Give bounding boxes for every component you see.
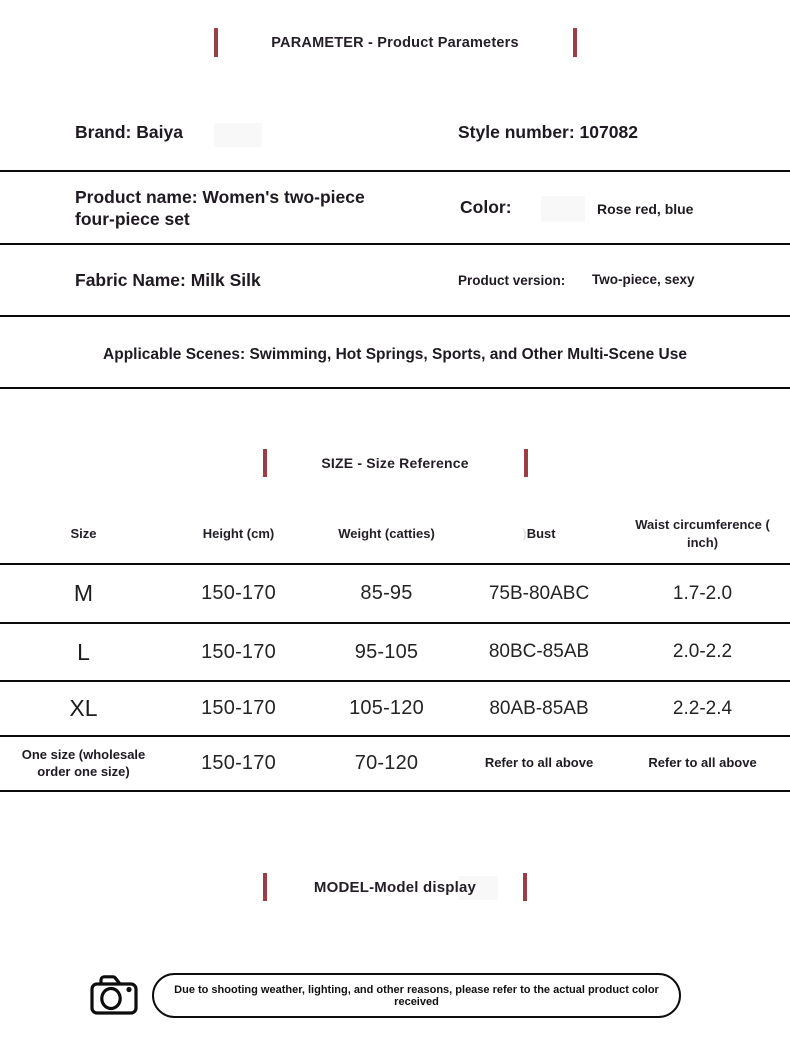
table-row (0, 624, 790, 682)
table-row (0, 565, 790, 624)
col-header-weight: Weight (catties) (338, 526, 435, 542)
divider (0, 315, 790, 317)
product-version-label: Product version: (458, 273, 566, 288)
col-header-height: Height (cm) (202, 526, 275, 542)
col-header-bust: )Bust (522, 526, 556, 542)
bust-value: Refer to all above (484, 755, 594, 771)
camera-icon (88, 971, 140, 1019)
divider (0, 243, 790, 245)
waist-value: 2.0-2.2 (672, 641, 733, 662)
right-accent-bar (573, 28, 577, 57)
size-value: One size (wholesale order one size) (21, 746, 146, 779)
waist-value: Refer to all above (648, 755, 757, 771)
col-header-size: Size (70, 526, 97, 542)
table-header-row (0, 505, 790, 565)
model-section-title: MODEL-Model display (313, 878, 477, 896)
bust-value: 80BC-85AB (488, 641, 590, 662)
divider (0, 387, 790, 389)
brand-value: Brand: Baiya (75, 122, 183, 142)
applicable-scenes-value: Applicable Scenes: Swimming, Hot Springs, Sports, and Other Multi-Scene Use (103, 346, 687, 363)
color-disclaimer-text: Due to shooting weather, lighting, and other reasons, please refer to the actual product color received (174, 983, 659, 1008)
product-version-value: Two-piece, sexy (592, 272, 695, 287)
color-value: Rose red, blue (597, 201, 694, 217)
size-section-header (0, 449, 790, 477)
translation-artifact (214, 123, 262, 147)
table-row (0, 682, 790, 737)
height-value: 150-170 (201, 582, 276, 604)
weight-value: 70-120 (354, 752, 419, 774)
height-value: 150-170 (201, 697, 276, 719)
color-disclaimer-banner (152, 973, 681, 1018)
parameter-section-title: PARAMETER - Product Parameters (271, 34, 519, 51)
waist-value: 2.2-2.4 (672, 697, 733, 719)
height-value: 150-170 (201, 752, 276, 774)
bust-value: 75B-80ABC (488, 582, 590, 604)
size-value: M (73, 580, 94, 606)
right-accent-bar (523, 873, 527, 901)
color-label: Color: (460, 197, 512, 217)
height-value: 150-170 (201, 640, 276, 663)
weight-value: 95-105 (354, 640, 419, 663)
weight-value: 85-95 (360, 582, 413, 604)
bust-value: 80AB-85AB (489, 697, 589, 719)
model-section-header (0, 873, 790, 901)
translation-artifact (541, 196, 585, 222)
fabric-name-value: Fabric Name: Milk Silk (75, 270, 261, 290)
right-accent-bar (524, 449, 528, 477)
product-name-value: Product name: Women's two-piece four-piece set (75, 187, 365, 230)
divider (0, 170, 790, 172)
parameter-section-header (0, 28, 790, 57)
col-header-waist: Waist circumference ( inch) (635, 517, 770, 550)
size-reference-table (0, 505, 790, 792)
size-value: XL (69, 695, 98, 721)
table-row (0, 737, 790, 792)
size-section-title: SIZE - Size Reference (321, 455, 469, 471)
waist-value: 1.7-2.0 (672, 582, 733, 604)
translation-artifact: ) (522, 526, 527, 542)
weight-value: 105-120 (349, 697, 424, 719)
style-number-value: Style number: 107082 (458, 122, 638, 142)
size-value: L (77, 638, 90, 665)
